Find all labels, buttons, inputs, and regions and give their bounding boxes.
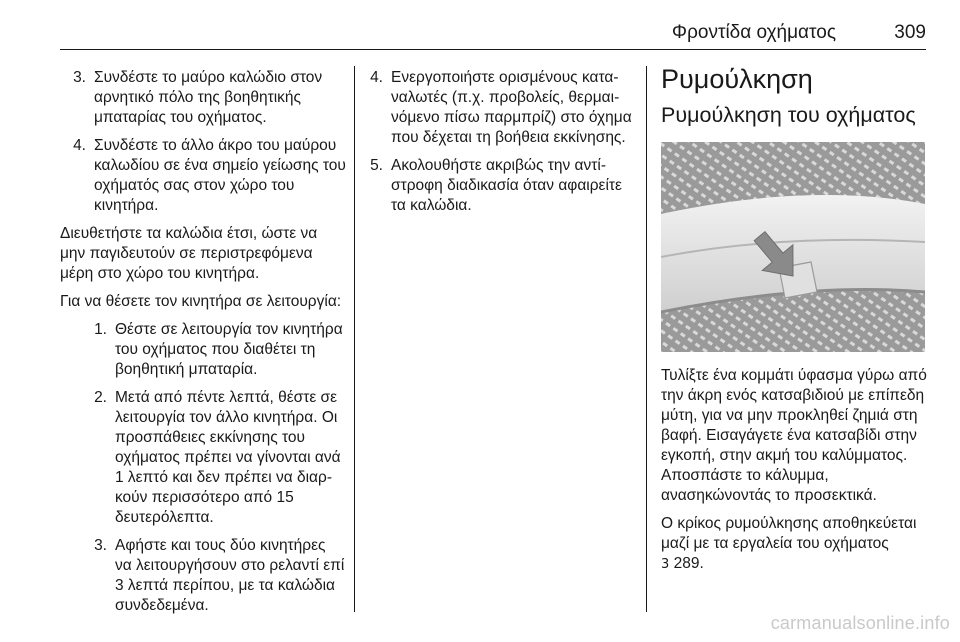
list-text: Θέστε σε λειτουργία τον κινητήρα του οχήματος που διαθέτει τη βοηθητική μπαταρία. xyxy=(115,321,343,378)
list-number: 1. xyxy=(94,321,107,338)
list-text: Αφήστε και τους δύο κινητήρες να λειτουργήσουν στο ρελαντί επί 3 λεπτά περίπου, με τα καλώδια συνδεδεμένα. xyxy=(115,537,345,614)
list-text: Ακολουθήστε ακριβώς την αντίστροφη διαδικασία όταν αφαιρείτε τα καλώδια. xyxy=(391,157,622,214)
list-number: 3. xyxy=(94,537,107,554)
towing-cover-illustration xyxy=(661,142,925,352)
column-divider-2 xyxy=(646,66,647,612)
paragraph: Διευθετήστε τα καλώδια έτσι, ώστε να μην παγιδευτούν σε περιστρεφόμενα μέρη στο χώρο του κινητήρα. xyxy=(60,225,318,282)
page-header xyxy=(60,0,926,50)
numbered-list-b xyxy=(60,320,346,616)
column-2 xyxy=(363,68,635,224)
list-item xyxy=(60,536,346,616)
list-number: 3. xyxy=(73,69,86,86)
list-item xyxy=(363,156,635,216)
paragraph-text: Ο κρίκος ρυμούλκησης αποθηκεύεται μαζί με τα εργαλεία του οχήματος xyxy=(661,515,917,552)
list-number: 5. xyxy=(370,157,383,174)
reference-arrow-icon: 3 xyxy=(661,557,670,572)
section-title: Φροντίδα οχήματος xyxy=(671,22,836,43)
column-divider-1 xyxy=(354,66,355,612)
list-number: 4. xyxy=(73,137,86,154)
section-heading: Ρυμούλκηση xyxy=(661,64,813,94)
list-text: Μετά από πέντε λεπτά, θέστε σε λειτουργία τον άλλο κινητήρα. Οι προσπάθειες εκκίνησης του οχήματος πρέπει να γίνονται ανά 1 λεπτό και δεν πρέπει να διαρκούν περισσότερο από 15 δευτερόλεπτα. xyxy=(115,389,341,526)
list-item xyxy=(60,136,346,216)
list-item xyxy=(60,68,346,128)
page-number: 309 xyxy=(894,22,926,43)
page-reference-link[interactable]: 289. xyxy=(673,555,704,572)
paragraph: Τυλίξτε ένα κομμάτι ύφασμα γύρω από την άκρη ενός κατσαβιδιού με επίπεδη μύτη, για να μην προκληθεί ζημιά στη βαφή. Εισαγάγετε ένα κατσαβίδι στην εγκοπή, στην ακμή του καλύμματος. Αποσπάστε το κάλυμμα, ανασηκώνοντάς το προσεκτικά. xyxy=(661,367,927,504)
list-number: 4. xyxy=(370,69,383,86)
list-item xyxy=(60,320,346,380)
list-text: Συνδέστε το μαύρο καλώδιο στον αρνητικό πόλο της βοηθητικής μπαταρίας του οχήματος. xyxy=(94,69,323,126)
subsection-heading: Ρυμούλκηση του οχήματος xyxy=(661,103,916,127)
list-item xyxy=(60,388,346,528)
paragraph-with-reference xyxy=(661,514,927,575)
watermark-url: carmanualsonline.info xyxy=(770,613,950,633)
list-number: 2. xyxy=(94,389,107,406)
list-text: Συνδέστε το άλλο άκρο του μαύρου καλωδίου σε ένα σημείο γείωσης του οχήματός σας στον χώρο του κινητήρα. xyxy=(94,137,346,214)
list-text: Ενεργοποιήστε ορισμένους καταναλωτές (π.χ. προβολείς, θερμαινόμενο πίσω παρμπρίζ) στο όχημα που δέχεται τη βοήθεια εκκίνησης. xyxy=(391,69,632,146)
paragraph: Για να θέσετε τον κινητήρα σε λειτουργία: xyxy=(60,293,342,310)
column-1 xyxy=(60,68,346,624)
column-3 xyxy=(661,64,927,583)
numbered-list-a xyxy=(60,68,346,216)
list-item xyxy=(363,68,635,148)
